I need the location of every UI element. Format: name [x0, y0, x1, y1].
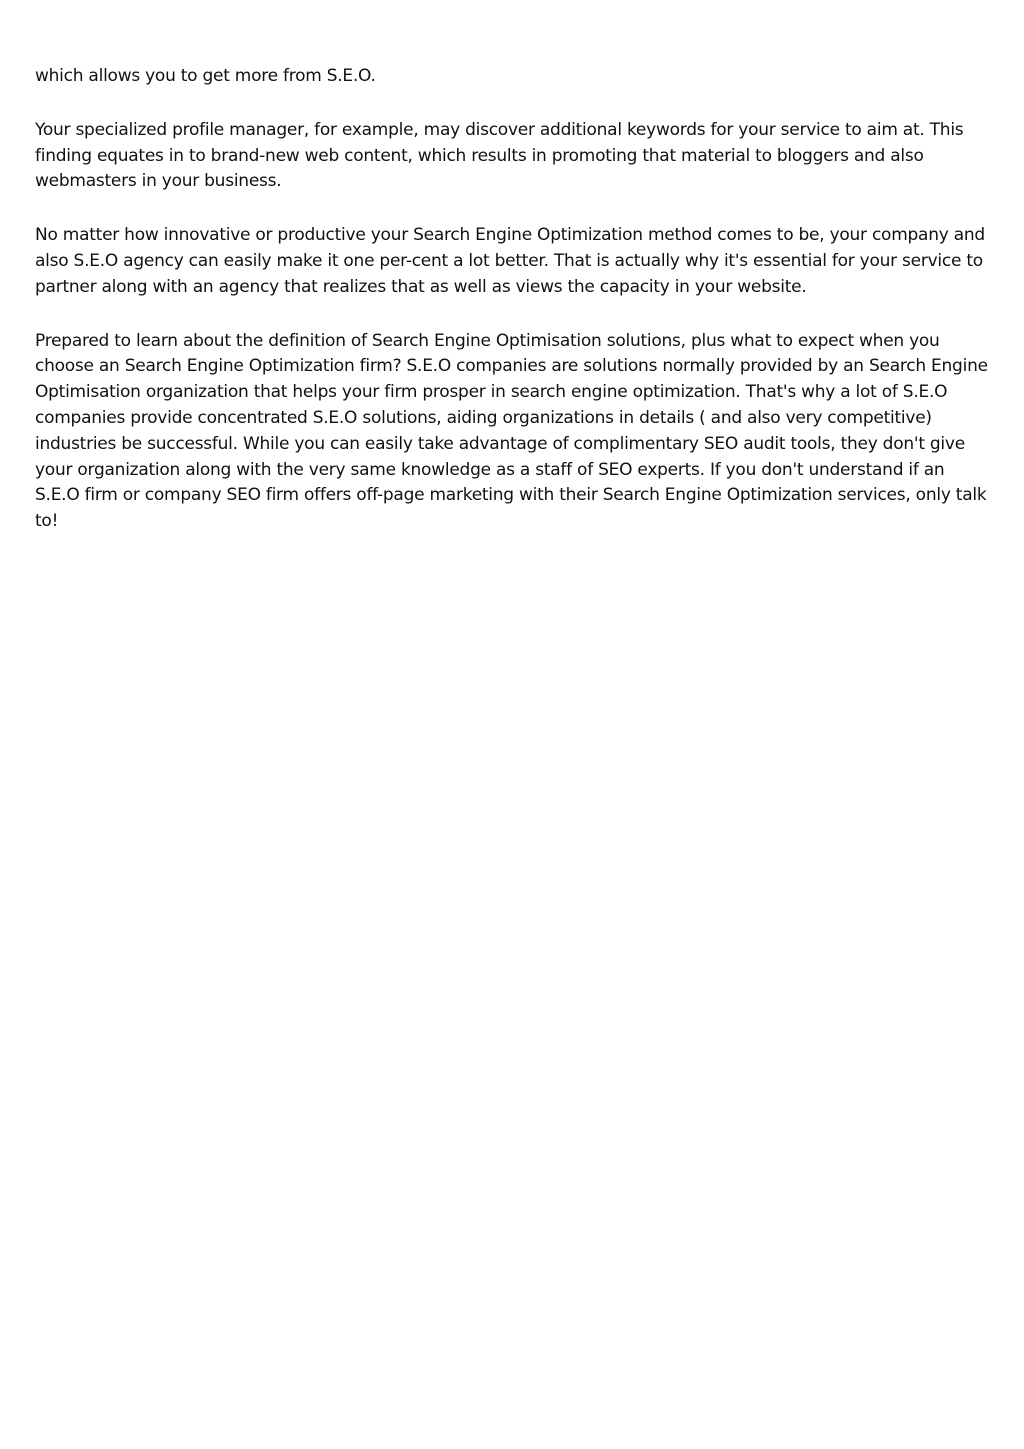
paragraph-seo-solutions: Prepared to learn about the definition of Search Engine Optimisation solutions, plus what to expect when you choose an Search Engine Optimization firm? S.E.O companies are solutions normally provided by an Search Engine Optimisation organization that helps your firm prosper in search engine optimization. That's why a lot of S.E.O companies provide concentrated S.E.O solutions, aiding organizations in details ( and also very competitive) industries be successful. While you can easily take advantage of complimentary SEO audit tools, they don't give your organization along with the very same knowledge as a staff of SEO experts. If you don't understand if an S.E.O firm or company SEO firm offers off-page marketing with their Search Engine Optimization services, only talk to!	[35, 330, 988, 532]
document-body	[35, 64, 993, 563]
paragraph-seo-method: No matter how innovative or productive your Search Engine Optimization method comes to be, your company and also S.E.O agency can easily make it one per-cent a lot better. That is actually why it's essential for your service to partner along with an agency that realizes that as well as views the capacity in your website.	[35, 225, 985, 297]
paragraph-intro: which allows you to get more from S.E.O.	[35, 66, 376, 86]
paragraph-profile-manager: Your specialized profile manager, for example, may discover additional keywords for your service to aim at. This finding equates in to brand-new web content, which results in promoting that material to bloggers and also webmasters in your business.	[35, 119, 964, 192]
